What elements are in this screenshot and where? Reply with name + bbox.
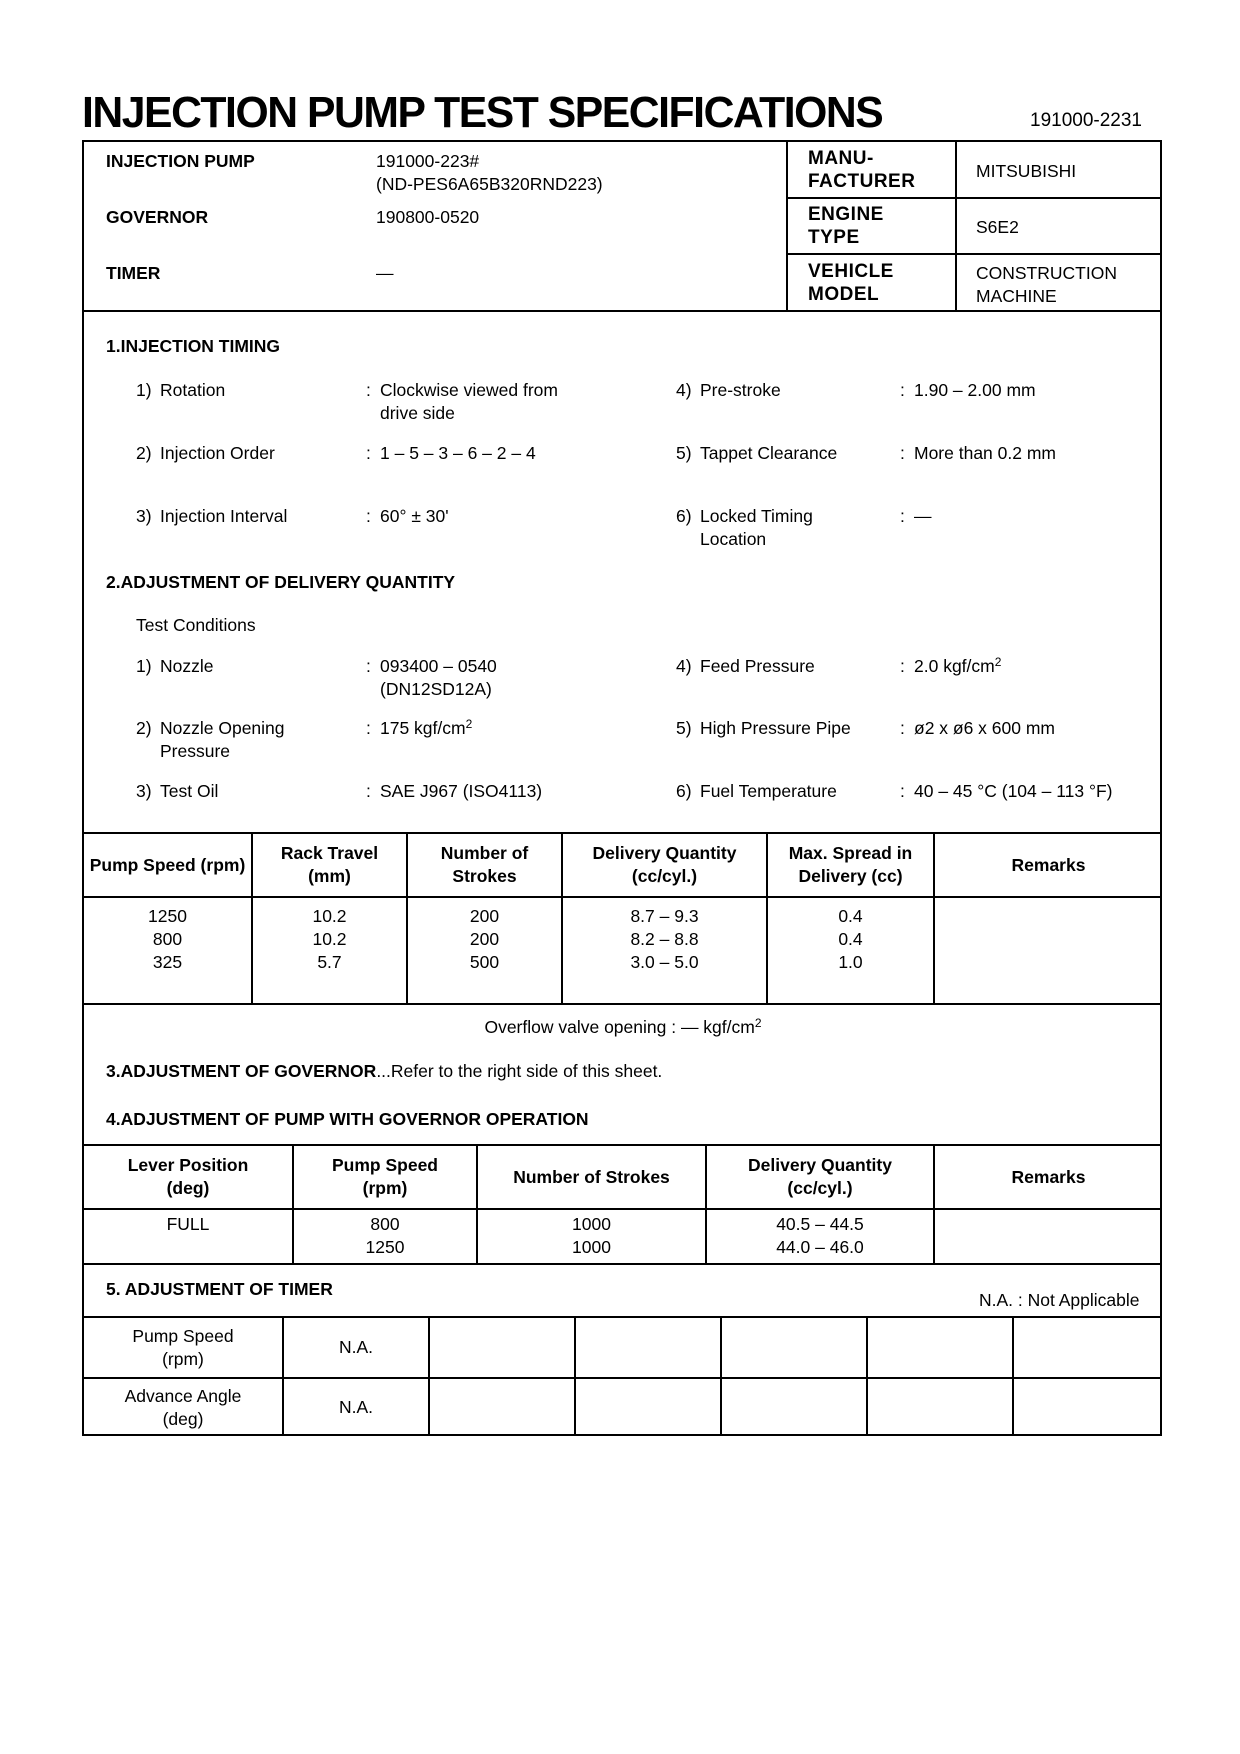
timing-item-label: Pre-stroke — [700, 380, 781, 400]
timing-item-colon: : — [900, 506, 905, 526]
table1-header-strokes: Number of Strokes — [440, 843, 529, 886]
table-cell: 500 — [469, 952, 500, 972]
manufacturer-label-1: MANU- — [808, 148, 874, 169]
header-row-line-1 — [786, 197, 1162, 199]
timer-row-value: N.A. — [338, 1337, 374, 1357]
table-cell: 1250 — [365, 1237, 405, 1257]
timer-row-value: N.A. — [338, 1397, 374, 1417]
timing-item-colon: : — [366, 506, 371, 526]
timing-item-label: Injection Interval — [160, 506, 288, 526]
engine-value: S6E2 — [976, 217, 1019, 237]
vehicle-value-2: MACHINE — [976, 286, 1057, 306]
timing-item-num: 4) — [676, 380, 692, 400]
test-conditions-label: Test Conditions — [136, 615, 256, 635]
timing-item-value: More than 0.2 mm — [914, 443, 1056, 463]
timing-item-colon: : — [900, 380, 905, 400]
timer-label: TIMER — [106, 263, 161, 283]
table-cell: 800 — [370, 1214, 400, 1234]
condition-num: 4) — [676, 656, 692, 676]
section4-heading: 4.ADJUSTMENT OF PUMP WITH GOVERNOR OPERATION — [106, 1109, 589, 1129]
pump-model: (ND-PES6A65B320RND223) — [376, 174, 603, 194]
manufacturer-label-2: FACTURER — [808, 171, 916, 192]
table2-header-remarks: Remarks — [1011, 1166, 1086, 1187]
timing-item-value-2: drive side — [380, 403, 455, 423]
condition-label: High Pressure Pipe — [700, 718, 851, 738]
manufacturer-value: MITSUBISHI — [976, 161, 1077, 181]
table1-header-delivery: Delivery Quantity (cc/cyl.) — [592, 843, 737, 886]
section2-heading: 2.ADJUSTMENT OF DELIVERY QUANTITY — [106, 572, 456, 592]
vehicle-label-2: MODEL — [808, 284, 880, 305]
governor-label: GOVERNOR — [106, 207, 209, 227]
condition-value: 2.0 kgf/$cm^2$ — [914, 655, 1002, 676]
condition-colon: : — [900, 781, 905, 801]
table3-col-divider — [720, 1316, 722, 1436]
table1-col-delivery — [563, 905, 766, 974]
table-cell: 5.7 — [317, 952, 342, 972]
table-cell: 8.7 – 9.3 — [630, 906, 699, 926]
table2-header-strokes: Number of Strokes — [513, 1166, 670, 1187]
condition-num: 3) — [136, 781, 152, 801]
table-cell: 8.2 – 8.8 — [630, 929, 699, 949]
table-cell: 0.4 — [838, 929, 863, 949]
superscript: 2 — [994, 655, 1002, 669]
condition-value: 40 – 45 °C (104 – 113 °F) — [914, 781, 1113, 801]
condition-num: 1) — [136, 656, 152, 676]
table-cell: 200 — [469, 906, 500, 926]
timing-item-label: Tappet Clearance — [700, 443, 838, 463]
pump-value: 191000-223# — [376, 151, 480, 171]
not-applicable-note: N.A. : Not Applicable — [979, 1290, 1140, 1310]
condition-colon: : — [366, 781, 371, 801]
table3-col-divider — [866, 1316, 868, 1436]
table1-header-line — [84, 896, 1162, 898]
condition-label: Fuel Temperature — [700, 781, 837, 801]
table1-col-rack-travel — [253, 905, 406, 974]
condition-colon: : — [366, 718, 371, 738]
timing-item-num: 2) — [136, 443, 152, 463]
section1-heading: 1.INJECTION TIMING — [106, 336, 281, 356]
governor-value: 190800-0520 — [376, 207, 480, 227]
table1-header-pump-speed: Pump Speed (rpm) — [89, 854, 246, 875]
header-divider-1 — [786, 142, 788, 310]
timing-item-num: 5) — [676, 443, 692, 463]
table3-col-divider — [428, 1316, 430, 1436]
table-cell: 200 — [469, 929, 500, 949]
header-row-line-2 — [786, 253, 1162, 255]
timing-item-label: Rotation — [160, 380, 226, 400]
table-cell: 325 — [152, 952, 183, 972]
section5-heading: 5. ADJUSTMENT OF TIMER — [106, 1279, 333, 1299]
timing-item-colon: : — [366, 380, 371, 400]
timing-item-colon: : — [900, 443, 905, 463]
table-cell: 800 — [152, 929, 183, 949]
table2-header-pump-speed: Pump Speed (rpm) — [332, 1155, 438, 1198]
timing-item-colon: : — [366, 443, 371, 463]
table2-col-strokes — [478, 1213, 705, 1259]
table-cell: FULL — [166, 1214, 210, 1234]
timing-item-value: 1 – 5 – 3 – 6 – 2 – 4 — [380, 443, 536, 463]
timing-item-label: Locked Timing — [700, 506, 813, 526]
spec-sheet — [82, 140, 1162, 1436]
condition-num: 6) — [676, 781, 692, 801]
timing-item-num: 1) — [136, 380, 152, 400]
table-cell: 0.4 — [838, 906, 863, 926]
condition-value: 175 kgf/$cm^2$ — [380, 717, 473, 738]
timing-item-value: 1.90 – 2.00 mm — [914, 380, 1036, 400]
table-cell: 1250 — [148, 906, 187, 926]
section3-line — [106, 1060, 662, 1083]
superscript: 2 — [754, 1016, 762, 1030]
header-bottom-line — [84, 310, 1162, 312]
condition-label: Nozzle — [160, 656, 214, 676]
engine-label-1: ENGINE — [808, 204, 884, 225]
pump-label: INJECTION PUMP — [106, 151, 255, 171]
condition-num: 2) — [136, 718, 152, 738]
table1-header-rack-travel: Rack Travel (mm) — [280, 843, 379, 886]
overflow-valve-text: Overflow valve opening : — kgf/$cm^2$ — [484, 1016, 762, 1037]
condition-label-2: Pressure — [160, 741, 231, 761]
table2-bottom-line — [84, 1263, 1162, 1265]
engine-label-2: TYPE — [808, 227, 860, 248]
table1-header-remarks: Remarks — [1011, 854, 1086, 875]
section3-heading: 3.ADJUSTMENT OF GOVERNOR — [106, 1061, 377, 1081]
condition-label: Test Oil — [160, 781, 219, 801]
condition-label: Feed Pressure — [700, 656, 815, 676]
timing-item-label: Injection Order — [160, 443, 275, 463]
condition-label: Nozzle Opening — [160, 718, 285, 738]
vehicle-value-1: CONSTRUCTION — [976, 263, 1117, 283]
table1-col-spread — [768, 905, 933, 974]
condition-colon: : — [900, 656, 905, 676]
timer-value: — — [376, 263, 394, 283]
table2-col-lever — [84, 1213, 292, 1236]
timing-item-value: Clockwise viewed from — [380, 380, 558, 400]
timer-row-label: Advance Angle (deg) — [124, 1385, 242, 1429]
table-cell: 40.5 – 44.5 — [776, 1214, 864, 1234]
condition-value: SAE J967 (ISO4113) — [380, 781, 543, 801]
table-cell: 1000 — [572, 1237, 611, 1257]
table2-col-delivery — [707, 1213, 933, 1259]
table1-bottom-line — [84, 1003, 1162, 1005]
table1-col-pump-speed — [84, 905, 251, 974]
table1-col-strokes — [408, 905, 561, 974]
condition-num: 5) — [676, 718, 692, 738]
table2-header-delivery: Delivery Quantity (cc/cyl.) — [748, 1155, 892, 1198]
timing-item-label-2: Location — [700, 529, 767, 549]
condition-value-2: (DN12SD12A) — [380, 679, 492, 699]
condition-colon: : — [366, 656, 371, 676]
condition-value: 093400 – 0540 — [380, 656, 497, 676]
document-number: 191000-2231 — [1030, 110, 1142, 131]
timing-item-value: — — [914, 506, 932, 526]
table3-col-divider — [1012, 1316, 1014, 1436]
header-divider-2 — [955, 142, 957, 310]
timing-item-num: 3) — [136, 506, 152, 526]
table-cell: 3.0 – 5.0 — [630, 952, 699, 972]
table2-header-lever: Lever Position (deg) — [127, 1155, 249, 1198]
timing-item-value: 60° ± 30' — [380, 506, 449, 526]
timing-item-num: 6) — [676, 506, 692, 526]
document-title: INJECTION PUMP TEST SPECIFICATIONS — [82, 88, 883, 137]
superscript: 2 — [465, 717, 473, 731]
table1-header-spread: Max. Spread in Delivery (cc) — [788, 843, 913, 886]
condition-colon: : — [900, 718, 905, 738]
table-cell: 10.2 — [312, 906, 347, 926]
table-cell: 1.0 — [838, 952, 863, 972]
table-cell: 10.2 — [312, 929, 347, 949]
timer-row-label: Pump Speed (rpm) — [132, 1325, 234, 1369]
condition-value: ø2 x ø6 x 600 mm — [914, 718, 1056, 738]
table3-col-divider — [574, 1316, 576, 1436]
table-cell: 1000 — [572, 1214, 611, 1234]
table2-col-pump-speed — [294, 1213, 476, 1259]
table2-header-line — [84, 1208, 1162, 1210]
vehicle-label-1: VEHICLE — [808, 261, 894, 282]
table-cell: 44.0 – 46.0 — [776, 1237, 864, 1257]
section3-text: ...Refer to the right side of this sheet. — [376, 1061, 663, 1081]
